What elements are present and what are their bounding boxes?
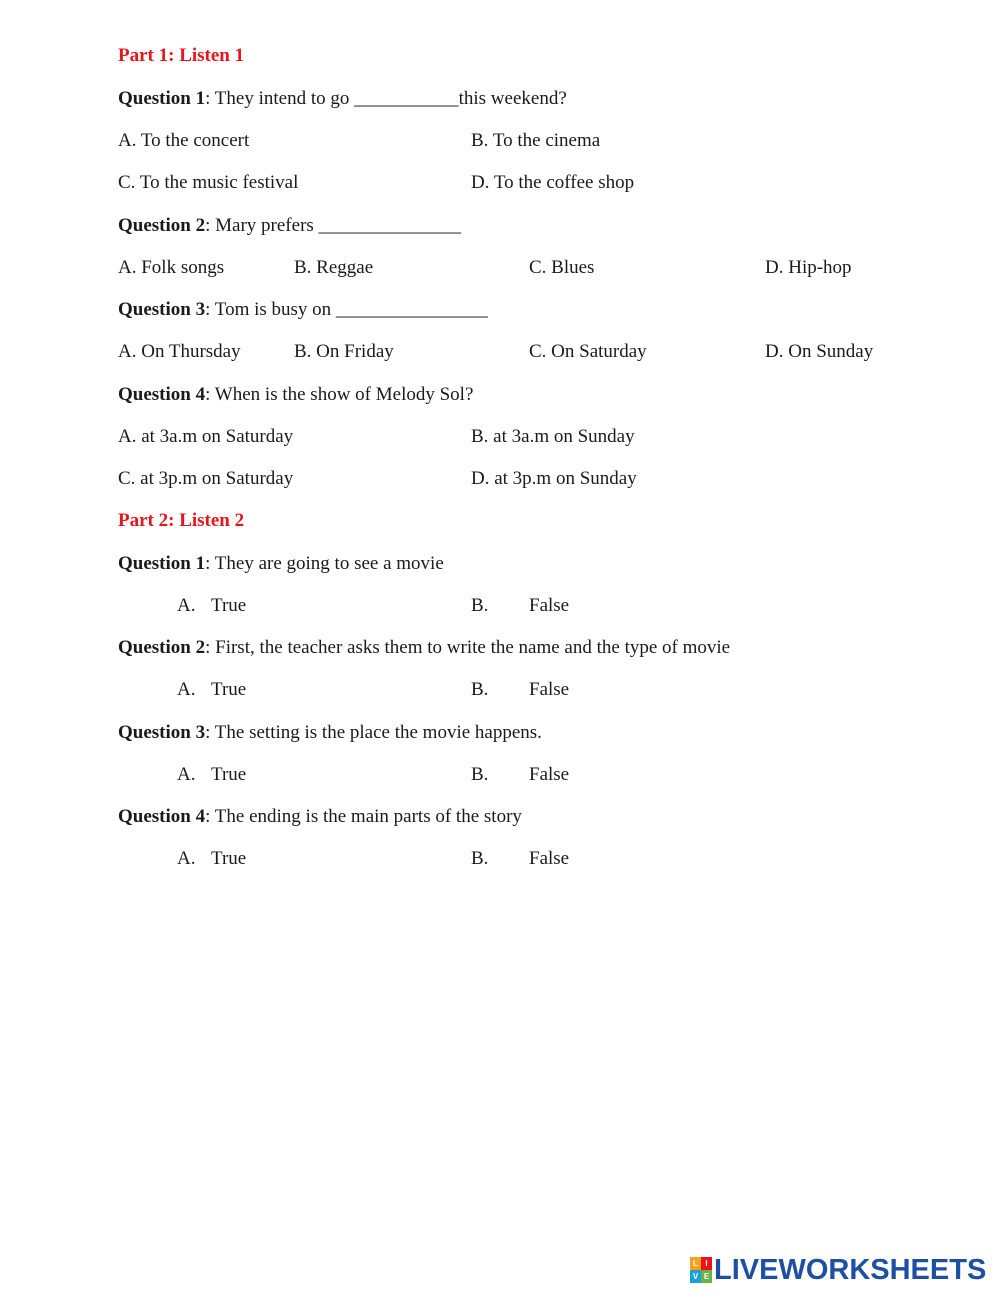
question-label: Question 1: [118, 553, 206, 574]
question-label: Question 4: [118, 384, 206, 405]
part1-q4-option-b[interactable]: B. at 3a.m on Sunday: [471, 426, 635, 447]
option-value: True: [211, 595, 247, 616]
logo-mark-letter: V: [690, 1270, 701, 1283]
part1-q3-option-c[interactable]: C. On Saturday: [529, 341, 647, 362]
option-letter: B.: [471, 764, 489, 785]
question-text: : Mary prefers _______________: [205, 215, 462, 236]
part1-q4-option-c[interactable]: C. at 3p.m on Saturday: [118, 468, 294, 489]
option-letter: A.: [177, 848, 196, 869]
part1-q2-option-b[interactable]: B. Reggae: [294, 257, 374, 278]
question-text: : They intend to go ___________this weekend?: [205, 88, 567, 109]
part1-q2-option-d[interactable]: D. Hip-hop: [765, 257, 852, 278]
part1-q3-option-b[interactable]: B. On Friday: [294, 341, 394, 362]
part1-question-3: [118, 298, 488, 322]
part1-q4-option-d[interactable]: D. at 3p.m on Sunday: [471, 468, 637, 489]
option-value: False: [529, 848, 570, 869]
part2-question-2: [118, 636, 730, 660]
option-letter: B.: [471, 595, 489, 616]
question-label: Question 3: [118, 722, 206, 743]
logo-mark-letter: E: [701, 1270, 712, 1283]
question-label: Question 3: [118, 299, 206, 320]
part2-question-4: [118, 805, 522, 829]
part1-q1-option-a[interactable]: A. To the concert: [118, 130, 250, 151]
part1-q4-option-a[interactable]: A. at 3a.m on Saturday: [118, 426, 294, 447]
question-label: Question 1: [118, 88, 206, 109]
part1-q2-option-a[interactable]: A. Folk songs: [118, 257, 225, 278]
part1-q2-option-c[interactable]: C. Blues: [529, 257, 595, 278]
part2-q2-option-a[interactable]: [177, 678, 247, 702]
part2-question-1: [118, 552, 444, 576]
part2-question-3: [118, 721, 542, 745]
option-letter: A.: [177, 679, 196, 700]
option-value: True: [211, 848, 247, 869]
question-label: Question 2: [118, 637, 206, 658]
liveworksheets-logo: [690, 1254, 986, 1286]
logo-mark-letter: L: [690, 1257, 701, 1270]
question-label: Question 4: [118, 806, 206, 827]
part2-q4-option-b[interactable]: [471, 847, 570, 871]
part1-q1-option-c[interactable]: C. To the music festival: [118, 172, 299, 193]
logo-mark-letter: I: [701, 1257, 712, 1270]
part1-title: Part 1: Listen 1: [118, 45, 245, 66]
option-value: False: [529, 764, 570, 785]
part1-q3-option-a[interactable]: A. On Thursday: [118, 341, 241, 362]
logo-text: LIVEWORKSHEETS: [714, 1254, 987, 1286]
option-value: True: [211, 764, 247, 785]
part1-q1-option-d[interactable]: D. To the coffee shop: [471, 172, 635, 193]
option-value: False: [529, 595, 570, 616]
option-value: True: [211, 679, 247, 700]
question-text: : First, the teacher asks them to write the name and the type of movie: [205, 637, 731, 658]
part2-q1-option-a[interactable]: [177, 594, 247, 618]
option-letter: B.: [471, 679, 489, 700]
part2-q1-option-b[interactable]: [471, 594, 570, 618]
part2-q3-option-b[interactable]: [471, 763, 570, 787]
option-value: False: [529, 679, 570, 700]
question-label: Question 2: [118, 215, 206, 236]
part1-question-2: [118, 214, 461, 238]
part1-question-1: [118, 87, 567, 111]
logo-mark-icon: [690, 1257, 712, 1283]
part2-q2-option-b[interactable]: [471, 678, 570, 702]
option-letter: A.: [177, 764, 196, 785]
part2-title: Part 2: Listen 2: [118, 510, 245, 531]
part1-q3-option-d[interactable]: D. On Sunday: [765, 341, 874, 362]
option-letter: A.: [177, 595, 196, 616]
question-text: : They are going to see a movie: [205, 553, 444, 574]
question-text: : Tom is busy on ________________: [205, 299, 488, 320]
question-text: : The ending is the main parts of the story: [205, 806, 522, 827]
part2-q3-option-a[interactable]: [177, 763, 247, 787]
part1-q1-option-b[interactable]: B. To the cinema: [471, 130, 601, 151]
question-text: : When is the show of Melody Sol?: [205, 384, 474, 405]
question-text: : The setting is the place the movie happens.: [205, 722, 542, 743]
part2-q4-option-a[interactable]: [177, 847, 247, 871]
option-letter: B.: [471, 848, 489, 869]
part1-question-4: [118, 383, 473, 407]
